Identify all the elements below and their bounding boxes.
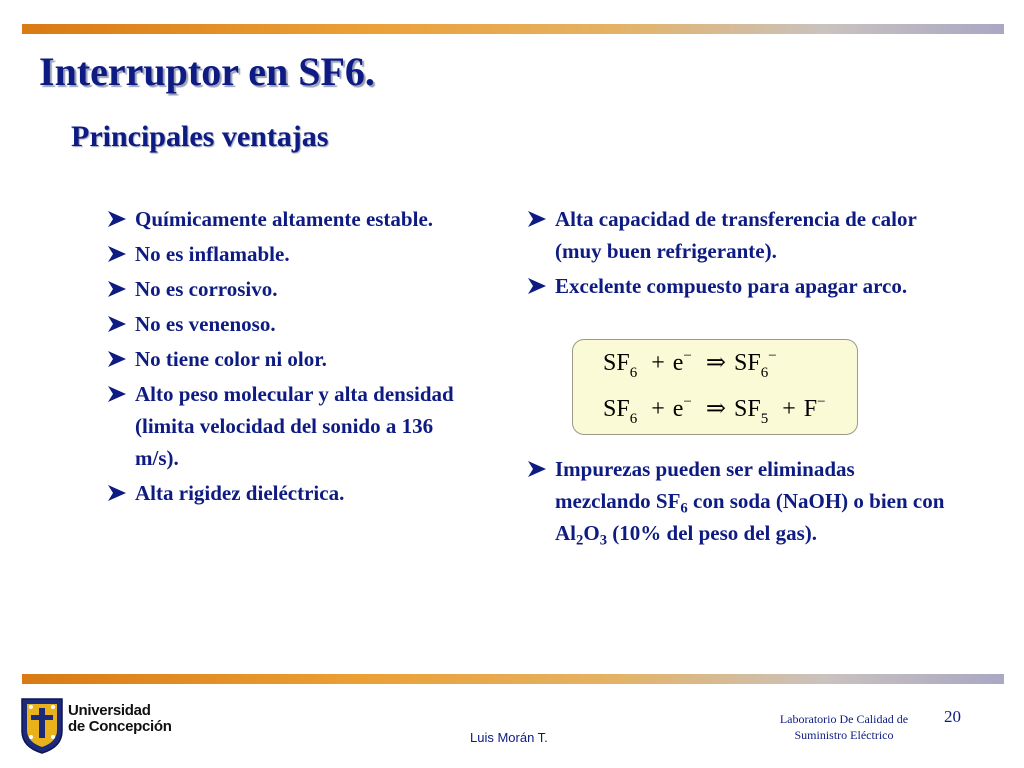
eq-superscript: −	[683, 348, 692, 364]
logo-line: Universidad	[68, 702, 151, 719]
bullet-text: No tiene color ni olor.	[135, 347, 327, 371]
equation-1	[603, 348, 777, 381]
bullet-item	[106, 238, 466, 270]
bullet-text-part: Impurezas pueden ser eliminadas mezclando SF	[555, 457, 855, 513]
footer-lab	[760, 711, 928, 743]
eq-subscript: 6	[629, 365, 638, 381]
equation-2	[603, 394, 826, 427]
bottom-accent-bar	[22, 674, 1004, 684]
eq-superscript: −	[768, 348, 777, 364]
arrow-bullet-icon	[106, 308, 128, 340]
bullet-text	[555, 457, 945, 549]
eq-product: SF	[733, 396, 761, 422]
bullet-item	[106, 308, 466, 340]
bullet-item	[106, 203, 466, 235]
university-shield-icon	[20, 697, 64, 755]
eq-electron: e	[672, 350, 684, 376]
arrow-bullet-icon	[106, 477, 128, 509]
bullet-item	[106, 477, 466, 509]
eq-plus: +	[651, 350, 665, 376]
arrow-bullet-icon	[106, 378, 128, 410]
eq-subscript: 6	[629, 411, 638, 427]
arrow-bullet-icon	[106, 273, 128, 305]
slide-title: Interruptor en SF6.	[39, 49, 375, 94]
arrow-bullet-icon	[526, 270, 548, 302]
university-logo	[20, 697, 180, 755]
equation-box	[572, 339, 858, 435]
eq-plus: +	[782, 396, 796, 422]
bullet-text: Alta capacidad de transferencia de calor (muy buen refrigerante).	[555, 207, 917, 263]
bullet-item	[526, 203, 946, 267]
footer-lab-line: Suministro Eléctrico	[794, 728, 894, 742]
arrow-bullet-icon	[106, 343, 128, 375]
slide-subtitle: Principales ventajas	[71, 120, 329, 153]
bullet-subscript: 6	[680, 500, 688, 517]
eq-arrow: ⇒	[705, 396, 726, 422]
bullet-text: No es corrosivo.	[135, 277, 278, 301]
bullet-subscript: 2	[576, 532, 584, 549]
top-accent-bar	[22, 24, 1004, 34]
arrow-bullet-icon	[526, 453, 548, 485]
logo-line: de Concepción	[68, 718, 172, 735]
bullet-item	[106, 378, 466, 474]
eq-superscript: −	[683, 394, 692, 410]
bullet-text: Alta rigidez dieléctrica.	[135, 481, 345, 505]
bullet-text: Excelente compuesto para apagar arco.	[555, 274, 908, 298]
arrow-bullet-icon	[526, 203, 548, 235]
arrow-bullet-icon	[106, 203, 128, 235]
right-bullet-list	[526, 203, 946, 305]
eq-reactant: SF	[603, 396, 630, 422]
left-bullet-list	[106, 203, 466, 512]
bullet-item	[526, 453, 946, 549]
footer-author: Luis Morán T.	[470, 730, 548, 745]
bullet-item	[106, 343, 466, 375]
bullet-text-part: O	[583, 521, 600, 545]
right-bullet-list-2	[526, 453, 946, 552]
eq-subscript: 5	[760, 411, 769, 427]
footer-lab-line: Laboratorio De Calidad de	[779, 712, 909, 726]
bullet-item	[106, 273, 466, 305]
bullet-item	[526, 270, 946, 302]
eq-subscript: 6	[760, 365, 769, 381]
eq-reactant: SF	[603, 350, 630, 376]
bullet-text-part: con soda (NaOH) o bien con Al	[555, 489, 945, 545]
bullet-text: Químicamente altamente estable.	[135, 207, 434, 231]
eq-plus: +	[651, 396, 665, 422]
page-number: 20	[944, 707, 961, 726]
eq-arrow: ⇒	[705, 350, 726, 376]
bullet-text: No es inflamable.	[135, 242, 290, 266]
bullet-text: No es venenoso.	[135, 312, 276, 336]
bullet-text-part: (10% del peso del gas).	[607, 521, 818, 545]
eq-superscript: −	[817, 394, 826, 410]
bullet-subscript: 3	[599, 532, 608, 549]
eq-product: SF	[733, 350, 761, 376]
eq-electron: e	[672, 396, 684, 422]
logo-text	[68, 703, 172, 735]
arrow-bullet-icon	[106, 238, 128, 270]
eq-product: F	[803, 396, 818, 422]
bullet-text: Alto peso molecular y alta densidad (limita velocidad del sonido a 136 m/s).	[135, 382, 454, 470]
